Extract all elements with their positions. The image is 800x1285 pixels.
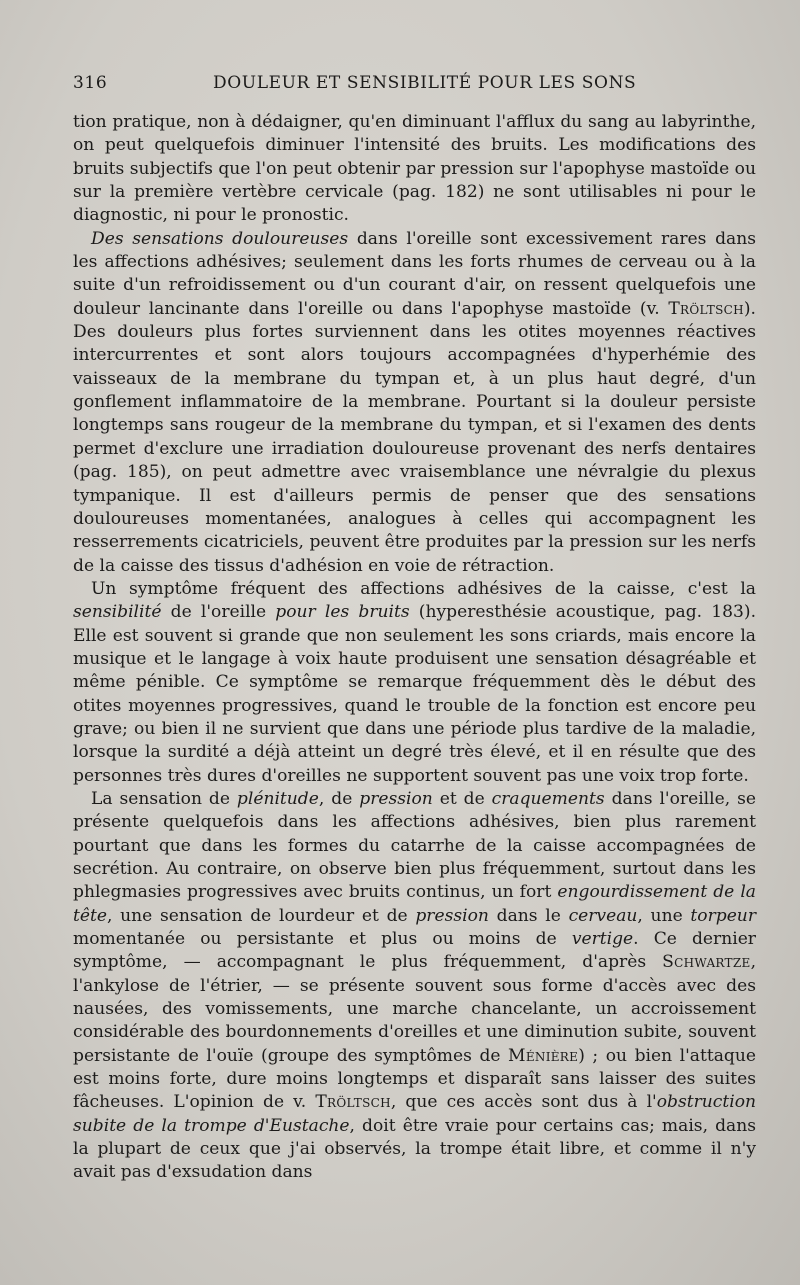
running-title: DOULEUR ET SENSIBILITÉ POUR LES SONS bbox=[213, 73, 637, 93]
author-name: Tröltsch bbox=[315, 1092, 391, 1113]
text-run: de l'oreille bbox=[161, 602, 276, 623]
text-run: ). Des douleurs plus fortes surviennent dans les otites moyennes réactives intercurrentes et sont alors toujours accompagnées d'hyperhémie des vaisseaux de la membrane du tympan et, à un plus haut degré, d'un gonflement inflammatoire de la membrane. Pourtant si la douleur persiste longtemps sans rougeur de la membrane du tympan, et si l'examen des dents permet d'exclure une irradiation douloureuse provenant des nerfs dentaires (pag. 185), on peut admettre avec vraisemblance une névralgie du plexus tympanique. Il est d'ailleurs permis de penser que des sensations douloureuses momentanées, analogues à celles qui accompagnent les resserrements cicatriciels, peuvent être produites par la pression sur les nerfs de la caisse des tissus d'adhésion en voie de rétraction. bbox=[73, 298, 756, 576]
italic-run: engourdissement de la tête bbox=[73, 882, 756, 926]
text-run: dans l'oreille, se présente quelquefois dans les affections adhésives, bien plus rarement pourtant que dans les formes du catarrhe de la caisse accompagnées de secrétion. Au contraire, on observe bien plus fréquemment, surtout dans les phlegmasies progressives avec bruits continus, un fort bbox=[73, 788, 756, 903]
italic-run: Des sensations douloureuses bbox=[91, 228, 349, 249]
text-run: La sensation de bbox=[91, 788, 237, 809]
author-name: Tröltsch bbox=[668, 298, 744, 319]
text-run: , doit être vraie pour certains cas; mais, dans la plupart de ceux que j'ai observés, la trompe était libre, et comme il n'y avait pas d'exsudation dans bbox=[73, 1115, 757, 1183]
text-run: (hyperesthésie acoustique, pag. 183). Elle est souvent si grande que non seulement les sons criards, mais encore la musique et le langage à voix haute produisent une sensation désagréable et même pénible. Ce symptôme se remarque fréquemment dès le début des otites moyennes progressives, quand le trouble de la fonction est encore peu grave; ou bien il ne survient que dans une période plus tardive de la maladie, lorsque la surdité a déjà atteint un degré très élevé, et il en résulte que des personnes très dures d'oreilles ne supportent souvent pas une voix trop forte. bbox=[73, 602, 757, 786]
italic-run: pression bbox=[415, 905, 489, 926]
italic-run: cerveau bbox=[568, 905, 638, 926]
text-run: ) ; ou bien l'attaque est moins forte, dure moins longtemps et disparaît sans laisser des suites fâcheuses. L'opinion de v. bbox=[73, 1045, 756, 1113]
paragraph-4 bbox=[73, 788, 756, 1185]
text-run: . Ce dernier symptôme, — accompagnant le plus fréquemment, d'après bbox=[73, 929, 756, 973]
text-run: , une sensation de lourdeur et de bbox=[106, 905, 416, 926]
text-run: , l'ankylose de l'étrier, — se présente souvent sous forme d'accès avec des nausées, des vomissements, une marche chancelante, un accroissement considérable des bourdonnements d'oreilles et une diminution subite, souvent persistante de l'ouïe (groupe des symptômes de bbox=[73, 952, 756, 1066]
text-run: dans le bbox=[488, 905, 569, 926]
body-text bbox=[73, 111, 756, 1185]
author-name: Ménière bbox=[508, 1045, 579, 1066]
text-run: , de bbox=[318, 788, 360, 809]
italic-run: pression bbox=[359, 788, 433, 809]
italic-run: torpeur bbox=[690, 905, 756, 926]
paragraph-2 bbox=[73, 228, 756, 578]
page-number: 316 bbox=[73, 73, 108, 93]
text-run: , une bbox=[637, 905, 691, 926]
text-run: , que ces accès sont dus à l' bbox=[390, 1092, 657, 1113]
italic-run: sensibilité bbox=[73, 602, 162, 623]
author-name: Schwartze bbox=[662, 952, 751, 973]
paragraph-3 bbox=[73, 578, 756, 788]
page-header bbox=[73, 73, 756, 111]
text-run: et de bbox=[432, 788, 492, 809]
italic-run: plénitude bbox=[236, 788, 319, 809]
italic-run: vertige bbox=[571, 929, 634, 950]
italic-run: pour les bruits bbox=[275, 602, 410, 623]
italic-run: craquements bbox=[491, 788, 605, 809]
text-run: momentanée ou persistante et plus ou moins de bbox=[73, 929, 572, 950]
text-run: dans l'oreille sont excessivement rares dans les affections adhésives; seulement dans les forts rhumes de cerveau ou à la suite d'un refroidissement ou d'un courant d'air, on ressent quelquefois une douleur lancinante dans l'oreille ou dans l'apophyse mastoïde (v. bbox=[73, 228, 756, 319]
paragraph-1 bbox=[73, 111, 756, 228]
italic-run: obstruction subite de la trompe d'Eustache bbox=[73, 1092, 757, 1136]
text-run: tion pratique, non à dédaigner, qu'en diminuant l'afflux du sang au labyrinthe, on peut quelquefois diminuer l'intensité des bruits. Les modifications des bruits subjectifs que l'on peut obtenir par pression sur l'apophyse mastoïde ou sur la première vertèbre cervicale (pag. 182) ne sont utilisables ni pour le diagnostic, ni pour le pronostic. bbox=[73, 112, 756, 226]
text-run: Un symptôme fréquent des affections adhésives de la caisse, c'est la bbox=[91, 578, 756, 599]
